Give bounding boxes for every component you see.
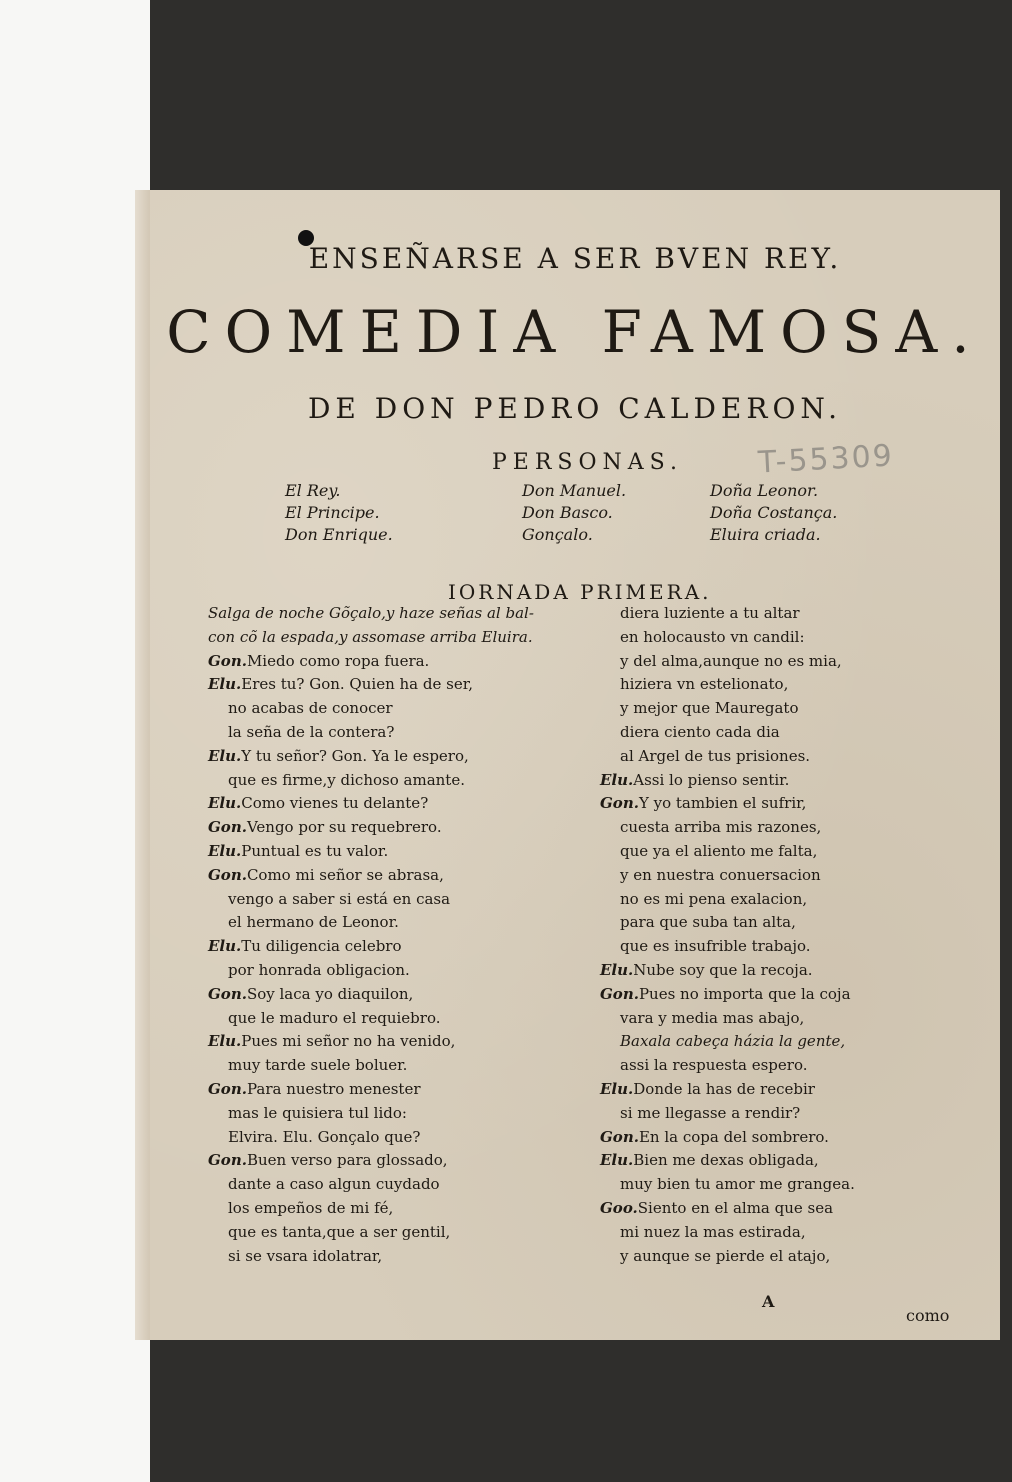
verse-line	[208, 1173, 534, 1197]
verse-line	[208, 1197, 534, 1221]
verse-text: En la copa del sombrero.	[638, 1127, 829, 1146]
verse-line	[600, 816, 855, 840]
verse-text: que es insufrible trabajo.	[620, 937, 811, 956]
speaker-label: Gon.	[208, 651, 247, 670]
verse-line	[600, 697, 855, 721]
speaker-label: Elu.	[208, 675, 242, 694]
speaker-label: Elu.	[208, 841, 242, 860]
stage-direction: Salga de noche Gõçalo,y haze señas al bal-	[208, 604, 534, 622]
speaker-label: Gon.	[208, 1079, 247, 1098]
verse-text: cuesta arriba mis razones,	[620, 818, 822, 837]
verse-text: y del alma,aunque no es mia,	[620, 651, 842, 670]
verse-line	[600, 1245, 855, 1269]
verse-line	[208, 864, 534, 888]
verse-text: si me llegasse a rendir?	[620, 1103, 801, 1122]
verse-line	[208, 650, 534, 674]
cast-name: Doña Costança.	[710, 503, 838, 522]
cast-name: El Rey.	[285, 481, 341, 500]
verse-text: Soy laca yo diaquilon,	[246, 984, 414, 1003]
verse-line	[600, 911, 855, 935]
verse-text: Pues mi señor no ha venido,	[241, 1032, 456, 1051]
shelfmark-stamp: T-55309	[757, 438, 895, 481]
verse-text: Miedo como ropa fuera.	[246, 651, 430, 670]
verse-text: diera ciento cada dia	[620, 722, 780, 741]
verse-text: Nube soy que la recoja.	[633, 960, 813, 979]
verse-text: Pues no importa que la coja	[638, 984, 851, 1003]
speaker-label: Gon.	[208, 1151, 247, 1170]
verse-line	[208, 721, 534, 745]
verse-line	[208, 792, 534, 816]
verse-text: que es tanta,que a ser gentil,	[228, 1222, 451, 1241]
verse-line	[208, 1245, 534, 1269]
cast-name: Don Enrique.	[285, 525, 393, 544]
verse-line	[600, 673, 855, 697]
verse-line	[208, 769, 534, 793]
verse-text: Bien me dexas obligada,	[633, 1151, 819, 1170]
verse-text: Siento en el alma que sea	[637, 1198, 834, 1217]
verse-line	[208, 1078, 534, 1102]
stage-direction: Baxala cabeça házia la gente,	[620, 1032, 846, 1051]
verse-text: Puntual es tu valor.	[241, 841, 389, 860]
verse-text: Como mi señor se abrasa,	[246, 865, 444, 884]
speaker-label: Elu.	[600, 1079, 634, 1098]
verse-line	[600, 1054, 855, 1078]
speaker-label: Elu.	[208, 1032, 242, 1051]
verse-text: vara y media mas abajo,	[620, 1008, 805, 1027]
text-column-left	[208, 602, 534, 1268]
verse-line	[208, 888, 534, 912]
verse-line	[600, 864, 855, 888]
verse-line	[600, 721, 855, 745]
author-line: DE DON PEDRO CALDERON.	[307, 392, 843, 425]
verse-text: en holocausto vn candil:	[620, 627, 805, 646]
verse-line	[600, 792, 855, 816]
verse-line	[600, 1102, 855, 1126]
verse-line	[600, 626, 855, 650]
verse-text: Assi lo pienso sentir.	[633, 770, 790, 789]
verse-text: el hermano de Leonor.	[228, 913, 399, 932]
signature-mark: A	[762, 1292, 775, 1311]
speaker-label: Gon.	[208, 818, 247, 837]
verse-line	[600, 745, 855, 769]
verse-line	[208, 935, 534, 959]
verse-text: la seña de la contera?	[228, 722, 395, 741]
speaker-label: Elu.	[600, 770, 634, 789]
verse-line	[208, 697, 534, 721]
act-heading: IORNADA PRIMERA.	[448, 580, 712, 604]
verse-line	[600, 1030, 855, 1054]
verse-line	[600, 769, 855, 793]
verse-text: Tu diligencia celebro	[241, 937, 402, 956]
verse-text: mi nuez la mas estirada,	[620, 1222, 806, 1241]
verse-text: assi la respuesta espero.	[620, 1056, 808, 1075]
verse-text: y aunque se pierde el atajo,	[620, 1246, 831, 1265]
verse-text: Elvira. Elu. Gonçalo que?	[228, 1127, 421, 1146]
verse-line	[208, 959, 534, 983]
verse-text: dante a caso algun cuydado	[228, 1175, 440, 1194]
verse-line	[600, 1078, 855, 1102]
speaker-label: Gon.	[208, 984, 247, 1003]
header-line: ENSEÑARSE A SER BVEN REY.	[308, 242, 842, 275]
verse-line	[208, 626, 534, 650]
verse-line	[208, 1007, 534, 1031]
speaker-label: Elu.	[208, 937, 242, 956]
cast-name: Don Basco.	[522, 503, 613, 522]
verse-line	[208, 1102, 534, 1126]
verse-line	[600, 602, 855, 626]
verse-line	[600, 1007, 855, 1031]
verse-text: Como vienes tu delante?	[241, 794, 429, 813]
verse-text: muy tarde suele boluer.	[228, 1056, 408, 1075]
verse-text: Para nuestro menester	[246, 1079, 421, 1098]
verse-text: y en nuestra conuersacion	[620, 865, 821, 884]
cast-name: Don Manuel.	[522, 481, 627, 500]
speaker-label: Elu.	[600, 960, 634, 979]
verse-line	[600, 650, 855, 674]
speaker-label: Gon.	[600, 1127, 639, 1146]
verse-text: no acabas de conocer	[228, 699, 393, 718]
page-title: COMEDIA FAMOSA.	[166, 298, 984, 366]
speaker-label: Gon.	[208, 865, 247, 884]
cast-column-3	[710, 480, 837, 546]
verse-text: que ya el aliento me falta,	[620, 841, 818, 860]
verse-line	[208, 1126, 534, 1150]
verse-line	[208, 911, 534, 935]
verse-text: los empeños de mi fé,	[228, 1198, 394, 1217]
scanner-background	[0, 0, 150, 1482]
personas-heading: PERSONAS.	[492, 450, 683, 475]
verse-line	[208, 673, 534, 697]
speaker-label: Goo.	[600, 1198, 638, 1217]
document-page	[150, 190, 1000, 1340]
verse-line	[600, 1221, 855, 1245]
verse-line	[208, 1054, 534, 1078]
verse-text: vengo a saber si está en casa	[228, 889, 451, 908]
verse-text: Eres tu? Gon. Quien ha de ser,	[241, 675, 473, 694]
verse-text: por honrada obligacion.	[228, 960, 410, 979]
verse-text: y mejor que Mauregato	[620, 699, 799, 718]
speaker-label: Elu.	[208, 746, 242, 765]
verse-line	[208, 816, 534, 840]
verse-text: muy bien tu amor me grangea.	[620, 1175, 855, 1194]
stage-direction: con cõ la espada,y assomase arriba Eluira.	[208, 627, 533, 646]
verse-line	[600, 1173, 855, 1197]
verse-line	[600, 840, 855, 864]
cast-name: Doña Leonor.	[710, 481, 819, 500]
verse-text: hiziera vn estelionato,	[620, 675, 789, 694]
verse-text: si se vsara idolatrar,	[228, 1246, 383, 1265]
verse-line	[600, 959, 855, 983]
cast-column-2	[522, 480, 626, 546]
verse-text: Y yo tambien el sufrir,	[638, 794, 807, 813]
verse-line	[208, 745, 534, 769]
verse-line	[600, 1126, 855, 1150]
verse-line	[600, 935, 855, 959]
verse-line	[208, 602, 534, 626]
verse-text: al Argel de tus prisiones.	[620, 746, 811, 765]
cast-name: Eluira criada.	[710, 525, 821, 544]
verse-line	[600, 983, 855, 1007]
verse-text: que es firme,y dichoso amante.	[228, 770, 465, 789]
text-column-right	[600, 602, 855, 1268]
verse-line	[600, 1197, 855, 1221]
verse-line	[208, 1149, 534, 1173]
verse-text: no es mi pena exalacion,	[620, 889, 808, 908]
verse-text: Buen verso para glossado,	[246, 1151, 448, 1170]
verse-text: que le maduro el requiebro.	[228, 1008, 441, 1027]
verse-line	[208, 1221, 534, 1245]
verse-text: diera luziente a tu altar	[620, 604, 800, 622]
catchword: como	[906, 1306, 950, 1325]
speaker-label: Elu.	[208, 794, 242, 813]
speaker-label: Elu.	[600, 1151, 634, 1170]
verse-text: Donde la has de recebir	[633, 1079, 815, 1098]
speaker-label: Gon.	[600, 794, 639, 813]
verse-line	[600, 888, 855, 912]
verse-text: para que suba tan alta,	[620, 913, 796, 932]
verse-line	[208, 840, 534, 864]
speaker-label: Gon.	[600, 984, 639, 1003]
cast-name: Gonçalo.	[522, 525, 593, 544]
verse-text: Vengo por su requebrero.	[246, 818, 442, 837]
verse-line	[208, 1030, 534, 1054]
verse-text: Y tu señor? Gon. Ya le espero,	[241, 746, 469, 765]
cast-column-1	[285, 480, 393, 546]
verse-text: mas le quisiera tul lido:	[228, 1103, 407, 1122]
cast-name: El Principe.	[285, 503, 380, 522]
verse-line	[600, 1149, 855, 1173]
verse-line	[208, 983, 534, 1007]
